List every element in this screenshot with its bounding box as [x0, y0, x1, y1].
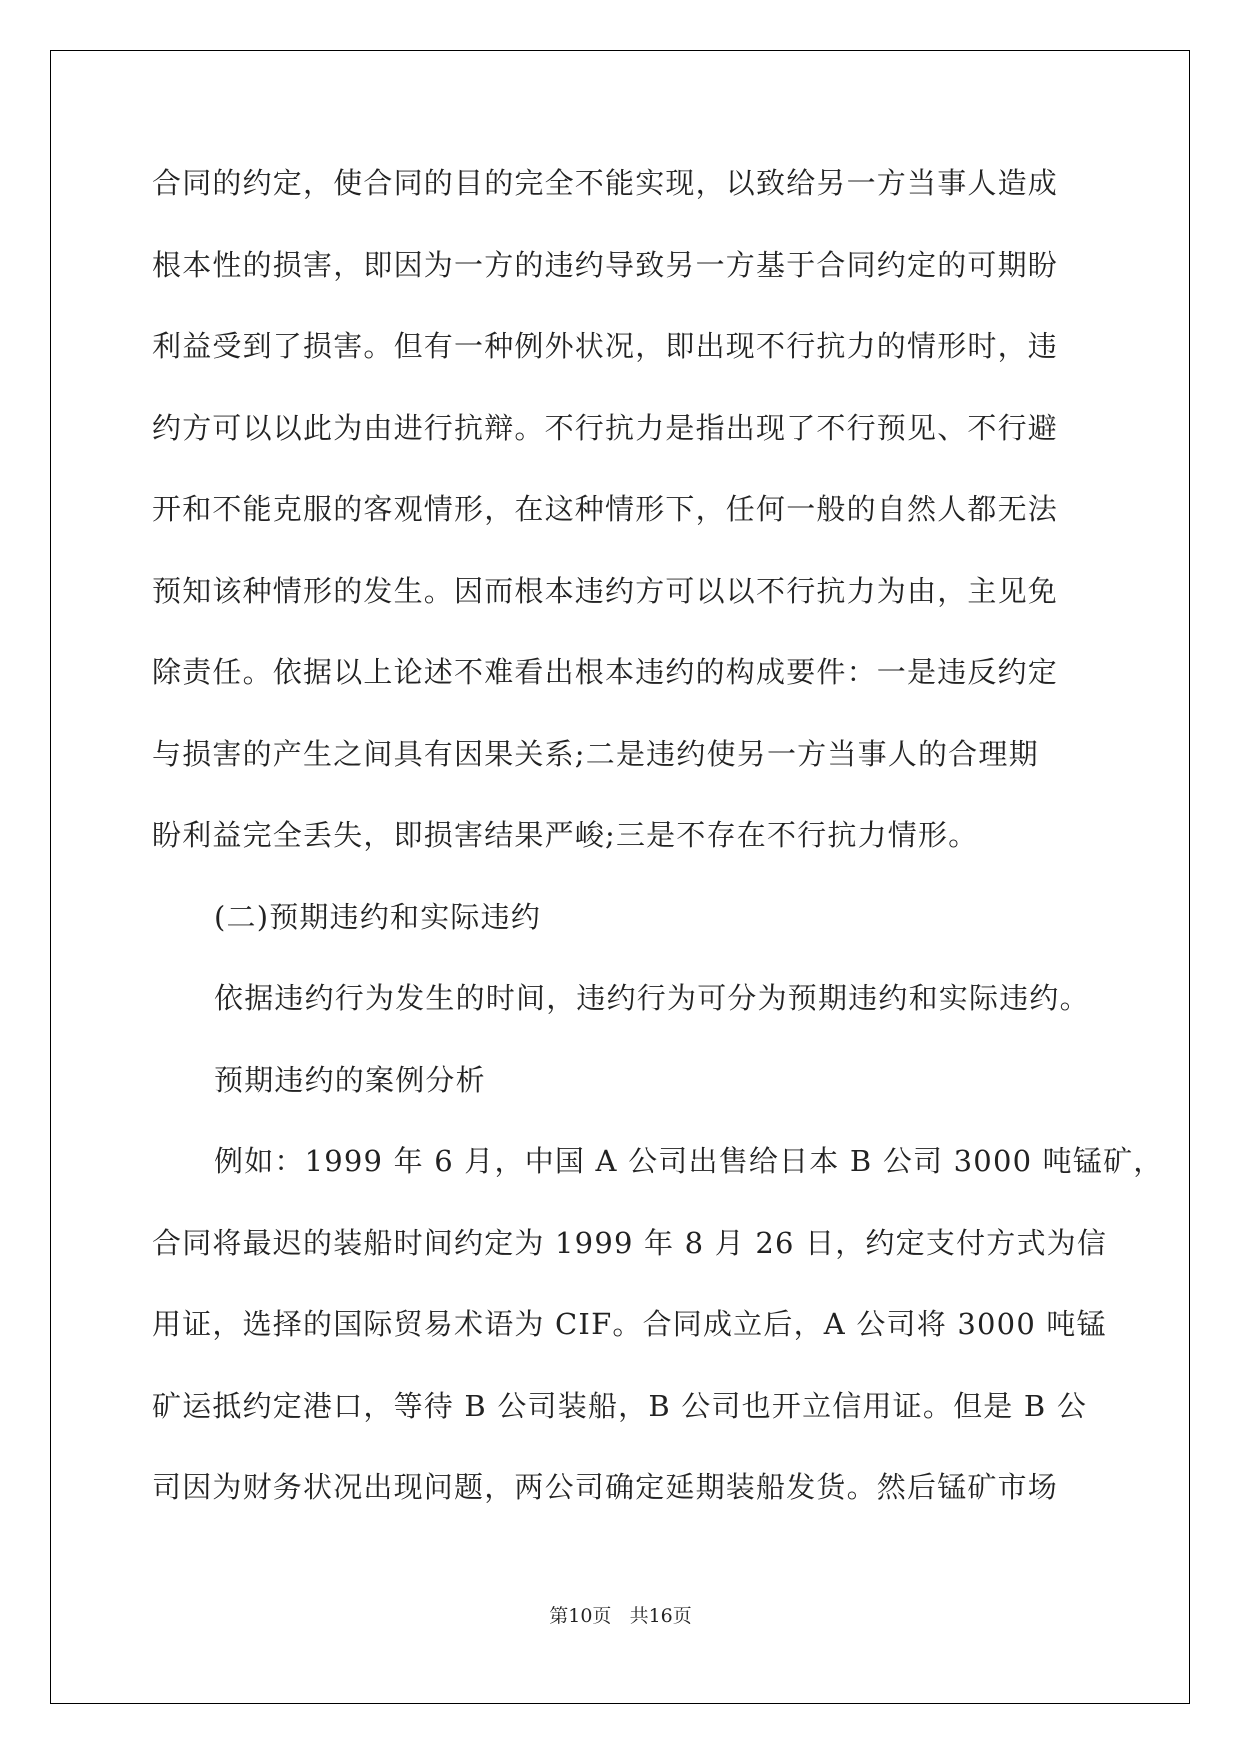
paragraph-line: 司因为财务状况出现问题，两公司确定延期装船发货。然后锰矿市场	[152, 1470, 1059, 1504]
section-heading: (二)预期违约和实际违约	[214, 899, 542, 934]
paragraph-line: 除责任。依据以上论述不难看出根本违约的构成要件：一是违反约定	[152, 655, 1059, 689]
paragraph-line: 用证，选择的国际贸易术语为 CIF。合同成立后，A 公司将 3000 吨锰	[152, 1307, 1107, 1341]
document-body	[152, 158, 1164, 1544]
page-footer	[0, 1601, 1241, 1628]
paragraph-line: 合同将最迟的装船时间约定为 1999 年 8 月 26 日，约定支付方式为信	[152, 1225, 1108, 1260]
paragraph-line: 利益受到了损害。但有一种例外状况，即出现不行抗力的情形时，违	[152, 329, 1059, 363]
paragraph-line: 合同的约定，使合同的目的完全不能实现，以致给另一方当事人造成	[152, 166, 1059, 200]
page-total: 共16页	[629, 1605, 692, 1627]
paragraph-line: 依据违约行为发生的时间，违约行为可分为预期违约和实际违约。	[214, 981, 1090, 1015]
paragraph-line: 矿运抵约定港口，等待 B 公司装船，B 公司也开立信用证。但是 B 公	[152, 1388, 1088, 1423]
subsection-heading: 预期违约的案例分析	[214, 1062, 486, 1097]
paragraph-line: 根本性的损害，即因为一方的违约导致另一方基于合同约定的可期盼	[152, 247, 1059, 282]
paragraph-line: 预知该种情形的发生。因而根本违约方可以以不行抗力为由，主见免	[152, 573, 1059, 608]
paragraph-line: 与损害的产生之间具有因果关系;二是违约使另一方当事人的合理期	[152, 736, 1039, 771]
paragraph-line: 开和不能克服的客观情形，在这种情形下，任何一般的自然人都无法	[152, 492, 1059, 526]
paragraph-line: 约方可以以此为由进行抗辩。不行抗力是指出现了不行预见、不行避	[152, 410, 1059, 445]
paragraph-line: 盼利益完全丢失，即损害结果严峻;三是不存在不行抗力情形。	[152, 818, 979, 852]
page-number: 第10页	[549, 1605, 612, 1627]
paragraph-line: 例如：1999 年 6 月，中国 A 公司出售给日本 B 公司 3000 吨锰矿，	[214, 1144, 1164, 1178]
